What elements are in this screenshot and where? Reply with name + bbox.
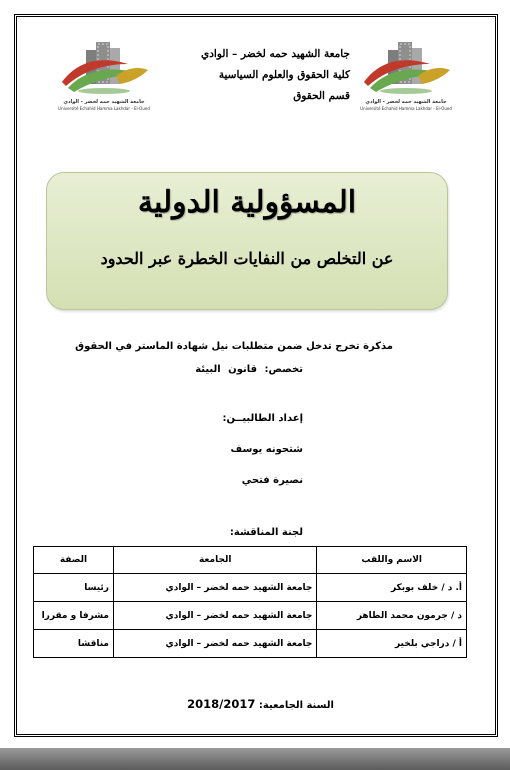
student-name: نصيرة فتحي bbox=[241, 475, 303, 486]
logo-caption-english: Université Echahid Hamma Lakhdar - El-Oued bbox=[58, 106, 150, 111]
title-box bbox=[46, 172, 448, 310]
student-name: شتحونه يوسف bbox=[230, 444, 303, 455]
specialty-line bbox=[195, 364, 303, 375]
table-row bbox=[34, 602, 467, 630]
table-row bbox=[34, 630, 467, 658]
member-role: مناقشا bbox=[34, 630, 114, 658]
university-name: جامعة الشهيد حمه لخضر – الوادي bbox=[201, 48, 350, 60]
department-name: قسم الحقوق bbox=[293, 90, 350, 102]
table-header-row bbox=[34, 547, 467, 574]
university-logo-left bbox=[56, 36, 152, 114]
member-name: أ / دراجي بلخير bbox=[317, 630, 467, 658]
member-university: جامعة الشهيد حمه لخضر – الوادي bbox=[113, 574, 316, 602]
faculty-name: كلية الحقوق والعلوم السياسية bbox=[218, 69, 350, 81]
institution-header bbox=[160, 44, 350, 107]
member-name: أ. د / خلف بوبكر bbox=[317, 574, 467, 602]
header-name: الاسم واللقب bbox=[317, 547, 467, 574]
logo-caption-english: Université Echahid Hamma Lakhdar - El-Oued bbox=[360, 106, 452, 111]
specialty-label: تخصص: bbox=[264, 364, 303, 375]
footer-bar bbox=[0, 748, 510, 770]
logo-caption-arabic: جامعة الشهيد حمه لخضر - الوادي bbox=[63, 99, 145, 105]
committee-table bbox=[33, 546, 467, 658]
logo-caption-arabic: جامعة الشهيد حمه لخضر - الوادي bbox=[365, 99, 447, 105]
table-row bbox=[34, 574, 467, 602]
thesis-note: مذكرة تخرج تدخل ضمن متطلبات نيل شهادة الماستر في الحقوق bbox=[75, 341, 393, 352]
header-university: الجامعة bbox=[113, 547, 316, 574]
member-role: مشرفا و مقررا bbox=[34, 602, 114, 630]
header-role: الصفة bbox=[34, 547, 114, 574]
university-logo-right bbox=[358, 36, 454, 114]
member-university: جامعة الشهيد حمه لخضر – الوادي bbox=[113, 630, 316, 658]
thesis-subtitle: عن التخلص من النفايات الخطرة عبر الحدود bbox=[100, 249, 394, 268]
member-university: جامعة الشهيد حمه لخضر – الوادي bbox=[113, 602, 316, 630]
committee-label: لجنة المناقشة: bbox=[229, 527, 303, 538]
prepared-by-label: إعداد الطالبيــن: bbox=[222, 413, 303, 424]
specialty-value: قانون البيئة bbox=[195, 364, 258, 375]
university-emblem-icon bbox=[358, 36, 454, 98]
academic-year bbox=[187, 697, 334, 711]
academic-year-value: 2018/2017 bbox=[187, 697, 256, 711]
thesis-title: المسؤولية الدولية bbox=[137, 185, 357, 220]
member-role: رئيسا bbox=[34, 574, 114, 602]
academic-year-label: السنة الجامعية: bbox=[258, 700, 334, 711]
university-emblem-icon bbox=[56, 36, 152, 98]
member-name: د / جرمون محمد الطاهر bbox=[317, 602, 467, 630]
